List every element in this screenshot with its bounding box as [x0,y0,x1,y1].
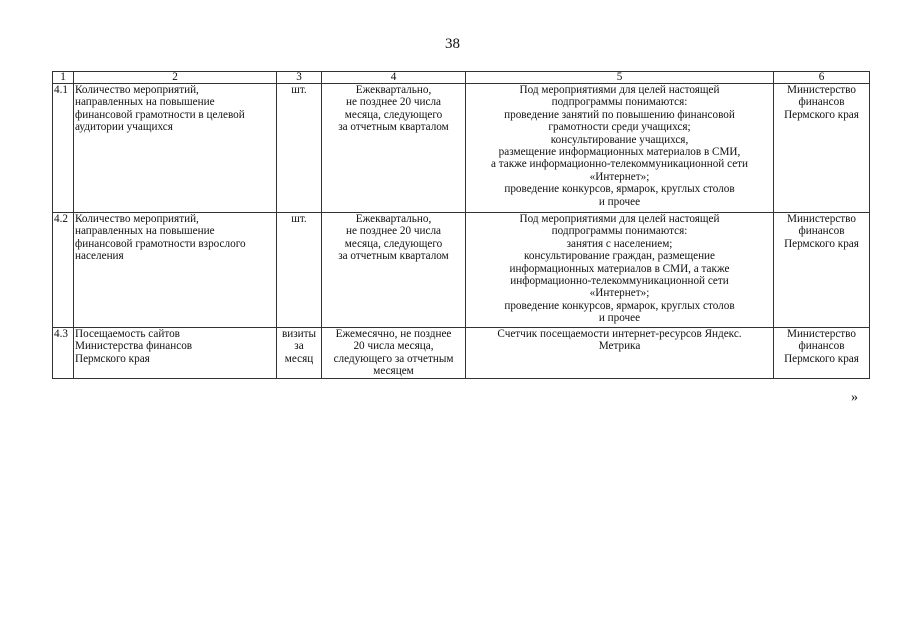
column-number-6: 6 [774,72,870,84]
indicator-name: Количество мероприятий, направленных на повышение финансовой грамотности в целевой аудитории учащихся [74,84,277,213]
calculation-method: Под мероприятиями для целей настоящей подпрограммы понимаются: занятия с населением; консультирование граждан, размещение информационных материалов в СМИ, а также информационно-телекоммуникационной сети «Интернет»; проведение конкурсов, ярмарок, круглых столов и прочее [466,213,774,328]
indicator-name: Количество мероприятий, направленных на повышение финансовой грамотности взрослого населения [74,213,277,328]
calculation-method: Счетчик посещаемости интернет-ресурсов Яндекс. Метрика [466,328,774,379]
responsible-body: Министерство финансов Пермского края [774,328,870,379]
indicators-table [52,71,870,379]
column-number-5: 5 [466,72,774,84]
column-number-1: 1 [53,72,74,84]
table-row [53,328,870,379]
responsible-body: Министерство финансов Пермского края [774,213,870,328]
column-number-3: 3 [277,72,322,84]
row-number: 4.2 [53,213,74,328]
responsible-body: Министерство финансов Пермского края [774,84,870,213]
unit-of-measure: шт. [277,213,322,328]
table-header-row [53,72,870,84]
closing-quote-mark: » [851,390,858,405]
reporting-period: Ежемесячно, не позднее 20 числа месяца, следующего за отчетным месяцем [322,328,466,379]
reporting-period: Ежеквартально, не позднее 20 числа месяца, следующего за отчетным кварталом [322,84,466,213]
row-number: 4.3 [53,328,74,379]
indicator-name: Посещаемость сайтов Министерства финансов Пермского края [74,328,277,379]
table-row [53,213,870,328]
unit-of-measure: шт. [277,84,322,213]
page-number: 38 [445,36,460,52]
reporting-period: Ежеквартально, не позднее 20 числа месяца, следующего за отчетным кварталом [322,213,466,328]
column-number-4: 4 [322,72,466,84]
row-number: 4.1 [53,84,74,213]
unit-of-measure: визиты за месяц [277,328,322,379]
table-row [53,84,870,213]
column-number-2: 2 [74,72,277,84]
calculation-method: Под мероприятиями для целей настоящей подпрограммы понимаются: проведение занятий по повышению финансовой грамотности среди учащихся; консультирование учащихся, размещение информационных материалов в СМИ, а также информационно-телекоммуникационной сети «Интернет»; проведение конкурсов, ярмарок, круглых столов и прочее [466,84,774,213]
